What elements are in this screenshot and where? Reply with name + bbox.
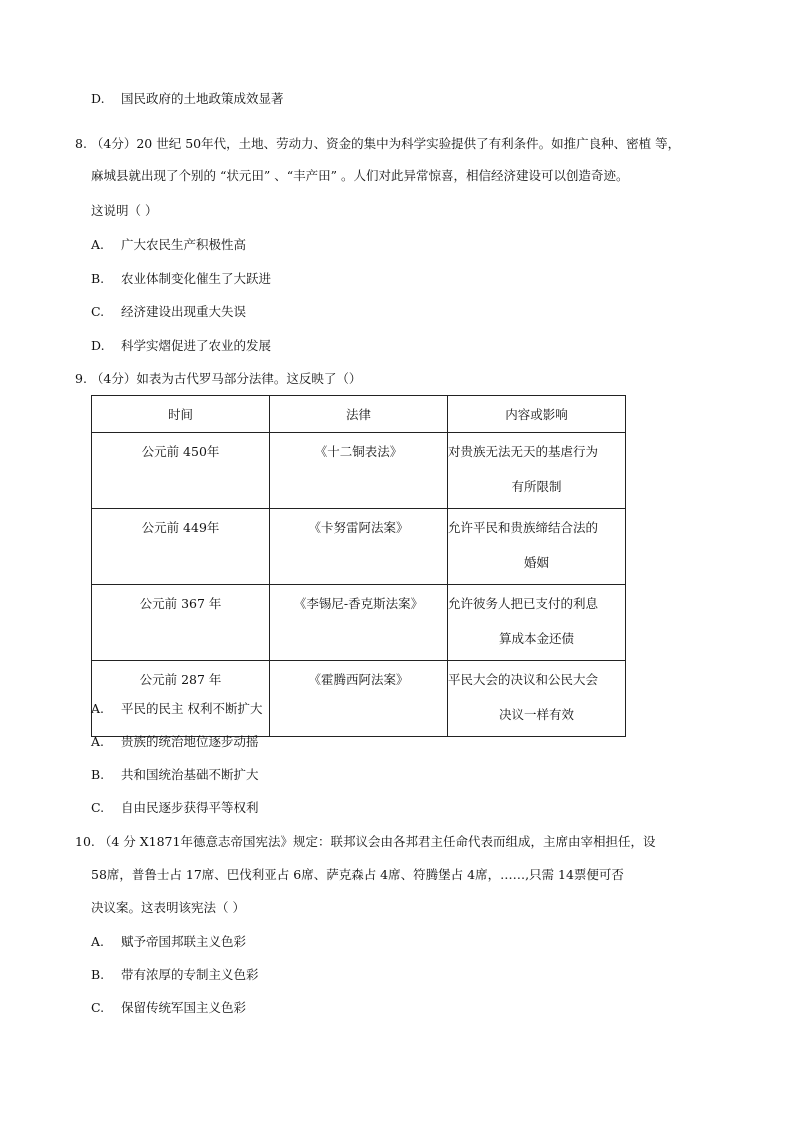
- option-text: 保留传统军国主义色彩: [121, 1000, 247, 1015]
- q9-option-1: [91, 701, 262, 717]
- q8-option-c: [91, 304, 246, 320]
- cell-time: 公元前 449年: [92, 509, 270, 585]
- option-letter: D.: [91, 338, 105, 353]
- option-letter: A.: [91, 237, 105, 252]
- option-text: 平民的民主 权利不断扩大: [121, 701, 263, 716]
- cell-time: 公元前 450年: [92, 433, 270, 509]
- q8-option-d: [91, 338, 271, 354]
- option-text: 科学实熠促进了农业的发展: [121, 338, 272, 353]
- cell-content: [448, 433, 626, 509]
- option-text: 自由民逐步获得平等权利: [121, 800, 259, 815]
- cell-content-line2: 算成本金还债: [498, 631, 574, 646]
- option-text: 经济建设出现重大失误: [121, 304, 247, 319]
- cell-content-line1: 对贵族无法无天的基虐行为: [448, 444, 599, 459]
- header-content: 内容或影响: [448, 396, 626, 433]
- cell-content-line1: 允许彼务人把已支付的利息: [448, 596, 599, 611]
- cell-content-line1: 允许平民和贵族缔结合法的: [448, 520, 599, 535]
- q8-option-b: [91, 271, 271, 287]
- q8-stem-line1: 8. （4分）20 世纪 50年代，土地、劳动力、资金的集中为科学实验提供了有利条件。如推广良种、密植 等，: [75, 136, 681, 151]
- option-text: 国民政府的土地政策成效显著: [121, 91, 284, 106]
- option-text: 共和国统治基础不断扩大: [121, 767, 259, 782]
- option-letter: A.: [91, 701, 105, 716]
- option-letter: A.: [91, 934, 105, 949]
- cell-law: 《卡努雷阿法案》: [270, 509, 448, 585]
- option-letter: D.: [91, 91, 105, 106]
- q9-stem: 9. （4分）如表为古代罗马部分法律。这反映了（）: [75, 371, 362, 386]
- cell-time: 公元前 367 年: [92, 585, 270, 661]
- option-letter: B.: [91, 271, 105, 286]
- header-law: 法律: [270, 396, 448, 433]
- header-time: 时间: [92, 396, 270, 433]
- q8-stem-line3: 这说明（ ）: [91, 203, 158, 218]
- cell-content: [448, 661, 626, 737]
- option-text: 广大农民生产积极性高: [121, 237, 247, 252]
- cell-time: 公元前 287 年: [92, 661, 270, 737]
- cell-content: [448, 585, 626, 661]
- option-letter: C.: [91, 1000, 105, 1015]
- option-text: 带有浓厚的专制主义色彩: [121, 967, 259, 982]
- q9-option-2: [91, 734, 259, 750]
- option-text: 农业体制变化催生了大跃进: [121, 271, 272, 286]
- option-d: [91, 91, 284, 107]
- q10-option-a: [91, 934, 246, 950]
- q8-option-a: [91, 237, 246, 253]
- cell-content-line2: 决议一样有效: [498, 707, 574, 722]
- q10-stem-line1: 10. （4 分 X1871年德意志帝国宪法》规定：联邦议会由各邦君主任命代表而组成，主席由宰相担任，设: [75, 834, 656, 849]
- cell-content-line1: 平民大会的决议和公民大会: [448, 672, 599, 687]
- cell-content-line2: 婚姻: [523, 555, 549, 570]
- q8-stem-line2: 麻城县就出现了个别的 “状元田” 、“丰产田” 。人们对此异常惊喜，相信经济建设可以创造奇迹。: [91, 168, 629, 183]
- table-row: [92, 433, 626, 509]
- option-letter: A.: [91, 734, 105, 749]
- table-header-row: [92, 396, 626, 433]
- cell-law: 《李锡尼-香克斯法案》: [270, 585, 448, 661]
- q10-stem-line2: 58席，普鲁士占 17席、巴伐利亚占 6席、萨克森占 4席、符腾堡占 4席，……,只需 14票便可否: [91, 867, 624, 882]
- table-row: [92, 661, 626, 737]
- option-letter: B.: [91, 767, 105, 782]
- q9-option-4: [91, 800, 259, 816]
- option-text: 赋予帝国邦联主义色彩: [121, 934, 247, 949]
- option-text: 贵族的统治地位逐步动摇: [121, 734, 259, 749]
- option-letter: C.: [91, 800, 105, 815]
- roman-law-table: [91, 395, 626, 737]
- table-row: [92, 509, 626, 585]
- cell-content: [448, 509, 626, 585]
- q10-stem-line3: 决议案。这表明该宪法（ ）: [91, 900, 245, 915]
- q10-option-b: [91, 967, 259, 983]
- q10-option-c: [91, 1000, 246, 1016]
- cell-content-line2: 有所限制: [511, 479, 562, 494]
- option-letter: B.: [91, 967, 105, 982]
- option-letter: C.: [91, 304, 105, 319]
- cell-law: 《霍腾西阿法案》: [270, 661, 448, 737]
- table-row: [92, 585, 626, 661]
- cell-law: 《十二铜表法》: [270, 433, 448, 509]
- q9-option-3: [91, 767, 259, 783]
